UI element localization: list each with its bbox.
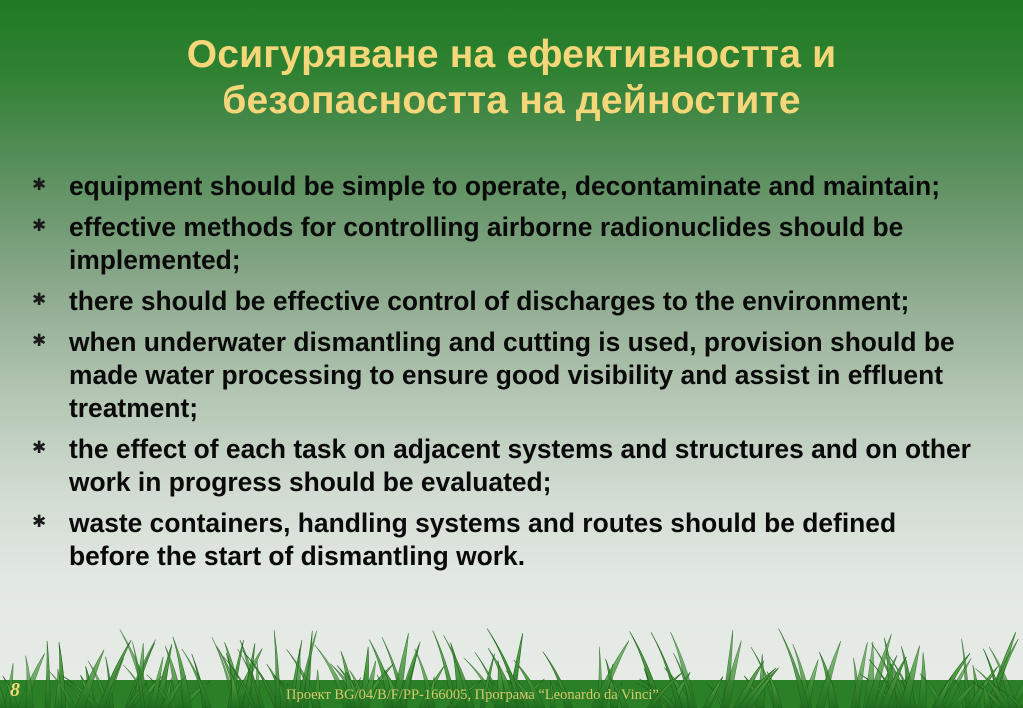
- slide-title-line-1: Осигуряване на ефективността и: [186, 33, 837, 76]
- asterisk-bullet-icon: ✱: [32, 216, 47, 235]
- asterisk-bullet-icon: ✱: [32, 438, 47, 457]
- bullet-text: equipment should be simple to operate, decontaminate and maintain;: [69, 171, 941, 201]
- bullet-text: waste containers, handling systems and routes should be defined before the start of dismantling work.: [69, 508, 897, 571]
- bullet-item: [32, 170, 982, 203]
- bullet-item: [32, 433, 982, 499]
- bullet-item: [32, 326, 982, 425]
- bullet-text: when underwater dismantling and cutting is used, provision should be made water processing to ensure good visibility and assist in effluent treatment;: [69, 327, 955, 423]
- slide-title-line-2: безопасността на дейностите: [222, 79, 801, 122]
- bullet-text: there should be effective control of discharges to the environment;: [69, 286, 910, 316]
- page-number: 8: [10, 679, 20, 701]
- bullet-item: [32, 285, 982, 318]
- footer-text: Проект BG/04/B/F/PP-166005, Програма “Leonardo da Vinci”: [286, 687, 659, 703]
- asterisk-bullet-icon: ✱: [32, 331, 47, 350]
- bullet-text: effective methods for controlling airborne radionuclides should be implemented;: [69, 212, 904, 275]
- asterisk-bullet-icon: ✱: [32, 512, 47, 531]
- asterisk-bullet-icon: ✱: [32, 290, 47, 309]
- bullet-item: [32, 211, 982, 277]
- asterisk-bullet-icon: ✱: [32, 175, 47, 194]
- bullet-list: [32, 170, 982, 581]
- bullet-text: the effect of each task on adjacent systems and structures and on other work in progress should be evaluated;: [69, 434, 971, 497]
- bullet-item: [32, 507, 982, 573]
- slide-title: [40, 32, 983, 124]
